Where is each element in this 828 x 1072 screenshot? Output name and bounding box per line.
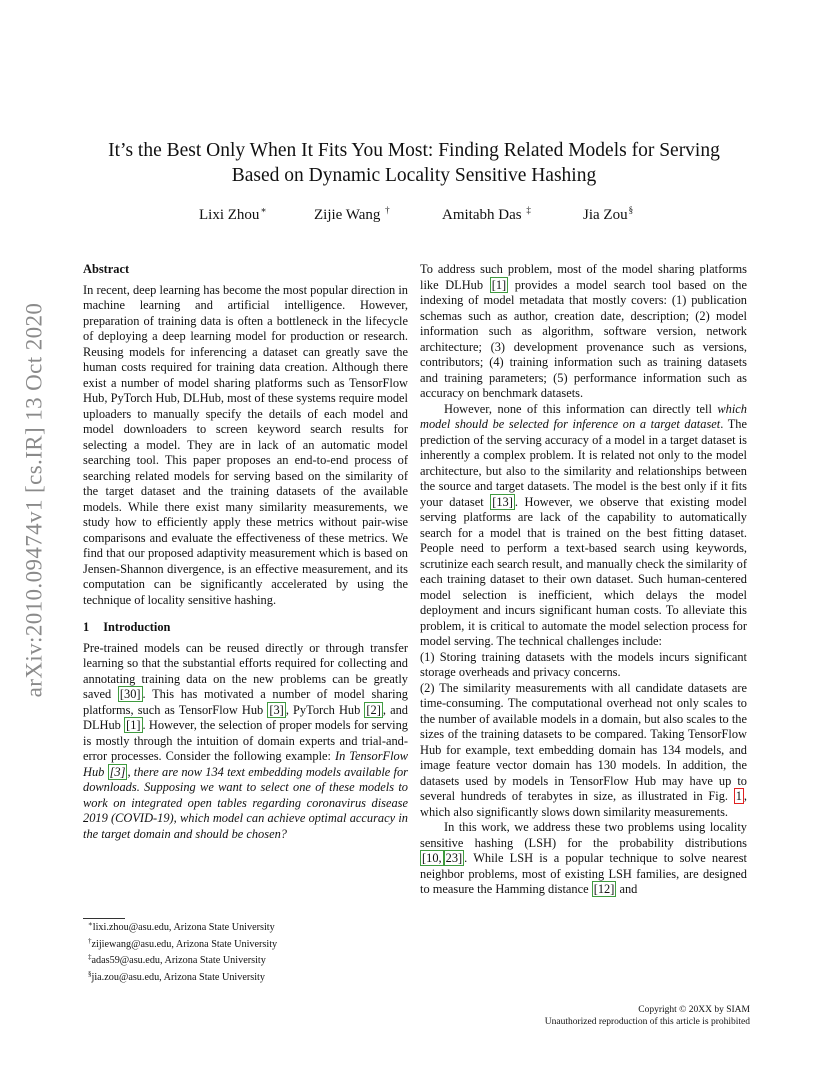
text-run: . However, the selection of proper models for serving is mostly through the intuition of domain experts and trial-and-error processes. Consider the following example:: [83, 718, 408, 763]
challenge-2: [420, 681, 747, 821]
author-4: [583, 205, 633, 224]
challenge-1: (1) Storing training datasets with the models incurs significant storage overheads and privacy concerns.: [420, 649, 747, 679]
author-3-name: Amitabh Das: [442, 207, 522, 223]
author-4-mark: §: [628, 205, 634, 215]
text-run: Pre-trained models can be reused directly or through transfer learning so that the substantial efforts required for collecting and annotating training data on the new problems can be greatly saved: [83, 640, 408, 701]
copyright-notice: [545, 1004, 750, 1028]
text-run: . However, we observe that existing model serving platforms are lack of the capability to automatically search for a model that is trained on the best fitting dataset. People need to perform a text-based search using keywords, scrutinize each search result, and manually check the similarity of each training dataset to their own dataset. Such human-centered model selection is inefficient, which delays the model deployment and incurs significant human costs. To alleviate this problem, it is critical to automate the model selection process for model serving. The technical challenges include:: [420, 494, 747, 648]
abstract-heading: Abstract: [83, 262, 130, 276]
right-paragraph-2: [420, 402, 747, 650]
text-run: , PyTorch Hub: [285, 702, 365, 717]
text-run: provides a model search tool based on the indexing of model metadata that mostly covers: (1) publication schemas such as author, creation date, description; (2) model information such as algorithm, software version, network architecture; (3) development provenance such as versions, contributors; (4) training information such as training datasets and training parameters; (5) performance information such as accuracy on benchmark datasets.: [420, 277, 747, 400]
citation-link[interactable]: [30]: [119, 687, 141, 701]
introduction-heading: [83, 620, 408, 636]
citation-link[interactable]: [1]: [491, 277, 507, 292]
citation-link[interactable]: [3]: [109, 764, 126, 779]
author-3-mark: ‡: [526, 205, 531, 215]
footnote-3: [88, 951, 408, 968]
author-2-mark: †: [385, 205, 390, 215]
author-1-mark: ∗: [260, 205, 267, 215]
citation-link[interactable]: 23]: [445, 851, 463, 865]
footnote-2: [88, 935, 408, 952]
copyright-line: Copyright © 20XX by SIAM: [638, 1005, 750, 1015]
figure-link[interactable]: 1: [735, 789, 742, 803]
footnote-4: [88, 968, 408, 985]
author-list: [0, 205, 828, 225]
author-2-name: Zijie Wang: [314, 207, 381, 223]
text-run: and: [616, 882, 638, 896]
footnote-text: adas59@asu.edu, Arizona State University: [91, 955, 266, 967]
text-run: To address such problem, most of the model sharing platforms like DLHub: [420, 262, 747, 292]
right-paragraph-3: [420, 820, 747, 898]
author-1: [199, 205, 267, 224]
footnote-1: [88, 918, 408, 935]
footnote-text: jia.zou@asu.edu, Arizona State University: [91, 971, 265, 983]
footnote-mark: †: [88, 936, 92, 945]
footnote-mark: ‡: [88, 953, 92, 962]
text-run: In this work, we address these two problems using locality sensitive hashing (LSH) for the probability distributions: [420, 820, 747, 850]
footnote-mark: §: [88, 969, 92, 978]
text-run: . The prediction of the serving accuracy of a model in a target dataset is inherently a complex problem. It is related not only to the model architecture, but also to the similarity and relationships between the source and target datasets. The model is the best only if it fits your dataset: [420, 417, 747, 509]
text-run: , which also significantly slows down similarity measurements.: [420, 789, 747, 819]
reproduction-notice: Unauthorized reproduction of this article is prohibited: [544, 1017, 750, 1027]
citation-link[interactable]: [1]: [126, 718, 141, 732]
author-1-name: Lixi Zhou: [199, 207, 260, 223]
paper-title: It’s the Best Only When It Fits You Most: Finding Related Models for Serving Based on Dynamic Locality Sensitive Hashing: [108, 140, 720, 186]
citation-link[interactable]: [3]: [269, 702, 284, 717]
left-column: [83, 262, 408, 842]
footnote-mark: ∗: [88, 920, 93, 928]
arxiv-identifier-text: arXiv:2010.09474v1 [cs.IR] 13 Oct 2020: [21, 302, 46, 698]
text-run: However, none of this information can directly tell: [444, 401, 718, 416]
example-text: In TensorFlow Hub: [83, 749, 408, 779]
citation-link[interactable]: [13]: [492, 494, 513, 509]
footnote-text: lixi.zhou@asu.edu, Arizona State University: [92, 922, 275, 933]
author-4-name: Jia Zou: [583, 207, 628, 223]
introduction-paragraph: [83, 641, 408, 843]
text-run: . While LSH is a popular technique to solve nearest neighbor problems, most of existing LSH families, are designed to measure the Hamming distance: [420, 851, 747, 896]
arxiv-identifier-stamp: [8, 295, 60, 705]
footnotes: [88, 918, 408, 984]
section-number: 1: [83, 620, 90, 634]
abstract-text: In recent, deep learning has become the most popular direction in machine learning and artificial intelligence. However, preparation of training data is often a bottleneck in the lifecycle of deploying a deep learning model for production or research. Reusing models for inferencing a dataset can greatly save the human costs required for training data creation. Although there exist a number of model sharing platforms such as TensorFlow Hub, PyTorch Hub, DLHub, most of these systems require model uploaders to manually specify the details of each model and model downloaders to screen keyword search results for selecting a model. They are in lack of an automatic model searching tool. This paper proposes an end-to-end process of searching related models for serving based on the similarity of the target dataset and the training datasets of the available models. While there exist many similarity measurements, we study how to efficiently apply these metrics without pair-wise comparisons and evaluate the effectiveness of these metrics. We find that our proposed adaptivity measurement which is based on Jensen-Shannon divergence, is an effective measurement, and its computation can be significantly accelerated by using the technique of locality sensitive hashing.: [83, 282, 408, 607]
author-3: [442, 205, 531, 224]
example-text: , there are now 134 text embedding models available for downloads. Supposing we want to select one of these models to work on integrated open tables regarding coronavirus disease 2019 (COVID-19), which model can achieve optimal accuracy in the target domain and should be chosen?: [83, 764, 408, 841]
text-run: , and DLHub: [83, 702, 408, 732]
citation-link[interactable]: [10,: [422, 851, 442, 865]
text-run: . This has motivated a number of model sharing platforms, such as TensorFlow Hub: [83, 687, 408, 717]
citation-link[interactable]: [2]: [366, 702, 381, 717]
emphasis-text: which model should be selected for inference on a target dataset: [420, 401, 747, 431]
text-run: (2) The similarity measurements with all candidate datasets are time-consuming. The computational overhead not only scales to the number of available models in a domain, but also scales to the sizes of the training datasets to be compared. Taking TensorFlow Hub for example, text embedding domain has 134 models, and image feature vector domain has 130 models. In addition, the datasets used by models in TensorFlow Hub may have up to several hundreds of terabytes in size, as illustrated in Fig.: [420, 680, 747, 803]
right-column: [420, 262, 747, 898]
citation-link[interactable]: [12]: [593, 882, 615, 896]
footnote-text: zijiewang@asu.edu, Arizona State University: [91, 938, 278, 950]
section-title: Introduction: [103, 620, 171, 634]
right-paragraph-1: [420, 262, 747, 402]
author-2: [314, 205, 390, 224]
